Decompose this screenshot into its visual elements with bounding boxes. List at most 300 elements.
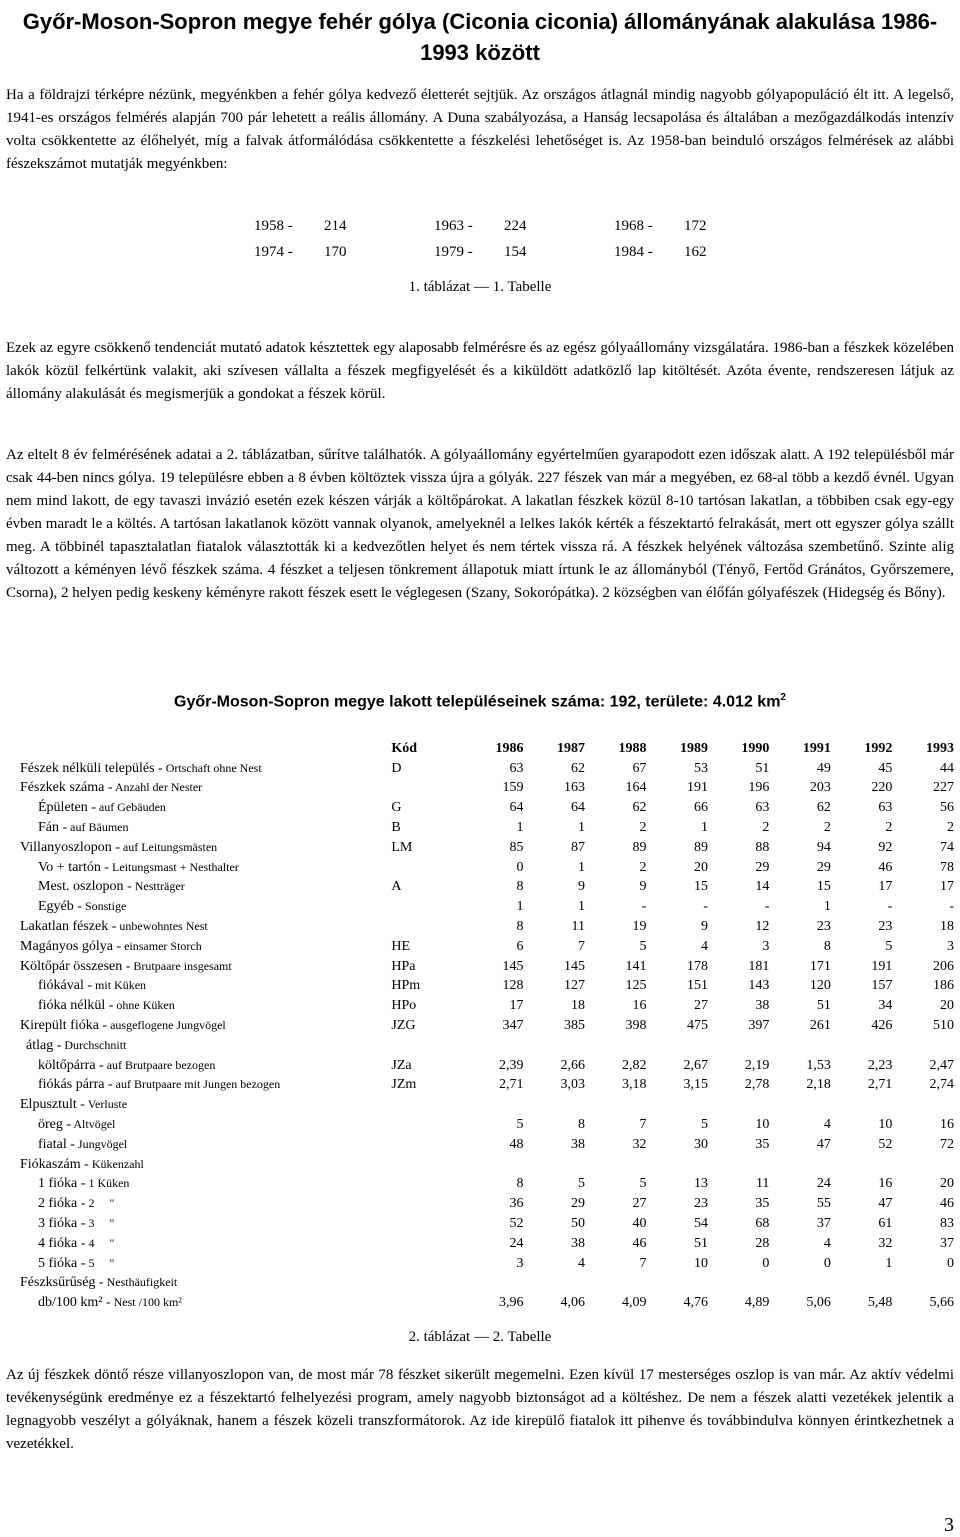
row-code: A bbox=[391, 879, 402, 895]
table-cell bbox=[646, 1274, 707, 1294]
table-cell: 0 bbox=[947, 1255, 954, 1271]
row-label bbox=[20, 977, 391, 997]
table-cell: 30 bbox=[693, 1136, 708, 1152]
row-label-hu: Villanyoszlopon - bbox=[20, 839, 120, 855]
document-page bbox=[6, 0, 954, 1452]
table-cell: 20 bbox=[940, 998, 954, 1014]
table-row bbox=[20, 1155, 954, 1175]
table-1-caption: 1. táblázat — 1. Tabelle bbox=[408, 279, 552, 295]
table-1-value: 172 bbox=[684, 218, 707, 234]
table-cell bbox=[831, 1274, 892, 1294]
table-cell: 5 bbox=[885, 938, 893, 954]
table-cell: 4 bbox=[823, 1117, 831, 1133]
row-label-de: Nest /100 km² bbox=[110, 1295, 182, 1310]
table-cell: 46 bbox=[940, 1196, 954, 1212]
table-cell: 18 bbox=[940, 919, 954, 935]
row-code bbox=[391, 1254, 462, 1274]
table-row bbox=[20, 1175, 954, 1195]
table-1-year: 1984 - bbox=[614, 244, 653, 260]
row-label-de: 3 " bbox=[85, 1216, 115, 1231]
table-cell: 4 bbox=[700, 938, 708, 954]
table-cell: 203 bbox=[809, 780, 831, 796]
table-cell bbox=[708, 1274, 769, 1294]
table-cell: 127 bbox=[563, 978, 585, 994]
table-cell: 44 bbox=[940, 760, 954, 776]
table-cell: 120 bbox=[809, 978, 831, 994]
row-code bbox=[391, 1036, 462, 1056]
table-cell: 0 bbox=[516, 859, 524, 875]
table-2-header-cell: Kód bbox=[391, 740, 418, 756]
table-cell: 4,89 bbox=[744, 1295, 770, 1311]
table-cell: 9 bbox=[639, 879, 647, 895]
table-row bbox=[20, 1076, 954, 1096]
table-cell: 220 bbox=[871, 780, 893, 796]
table-cell: 2 bbox=[762, 820, 770, 836]
row-label bbox=[20, 878, 391, 898]
row-code: JZm bbox=[391, 1077, 417, 1093]
table-cell: 2,47 bbox=[929, 1057, 954, 1073]
row-label bbox=[20, 798, 391, 818]
page-number: 3 bbox=[944, 1514, 954, 1536]
table-cell: 36 bbox=[509, 1196, 524, 1212]
table-1-value: 224 bbox=[504, 218, 527, 234]
table-cell: 5 bbox=[700, 1117, 708, 1133]
table-1-year: 1979 - bbox=[434, 244, 473, 260]
table-cell: 64 bbox=[509, 800, 524, 816]
row-label-de: Brutpaare insgesamt bbox=[130, 958, 232, 973]
row-label-de: auf Leitungsmästen bbox=[119, 839, 218, 854]
table-1-value: 214 bbox=[324, 218, 347, 234]
row-label-de: einsamer Storch bbox=[121, 938, 202, 953]
table-cell: 52 bbox=[509, 1216, 524, 1232]
table-1-year: 1968 - bbox=[614, 218, 653, 234]
table-cell: 24 bbox=[509, 1235, 524, 1251]
table-cell: 145 bbox=[502, 958, 524, 974]
table-cell: 171 bbox=[809, 958, 831, 974]
table-cell: 38 bbox=[570, 1136, 585, 1152]
table-cell: 4,76 bbox=[683, 1295, 708, 1311]
table-cell bbox=[769, 1274, 830, 1294]
table-row bbox=[20, 996, 954, 1016]
row-label bbox=[20, 1274, 391, 1294]
table-cell: 89 bbox=[693, 839, 708, 855]
table-row bbox=[20, 818, 954, 838]
table-2-header-blank bbox=[20, 739, 391, 759]
row-code bbox=[391, 1175, 462, 1195]
row-code bbox=[391, 779, 462, 799]
table-cell: 23 bbox=[693, 1196, 708, 1212]
table-cell: 94 bbox=[816, 839, 831, 855]
table-row bbox=[20, 937, 954, 957]
row-code: G bbox=[391, 800, 402, 816]
table-cell: 5 bbox=[516, 1117, 524, 1133]
table-cell: 191 bbox=[686, 780, 708, 796]
row-label bbox=[20, 1016, 391, 1036]
table-cell: 227 bbox=[933, 780, 954, 796]
nest-count-table-1 bbox=[6, 218, 954, 270]
table-cell: 2,39 bbox=[498, 1057, 524, 1073]
row-label bbox=[20, 1095, 391, 1115]
row-code: B bbox=[391, 820, 401, 836]
table-cell: 17 bbox=[509, 998, 524, 1014]
table-cell: 3,96 bbox=[498, 1295, 524, 1311]
table-cell: 164 bbox=[625, 780, 647, 796]
row-label-hu: Vo + tartón - bbox=[38, 859, 110, 875]
table-cell: 475 bbox=[686, 1018, 708, 1034]
table-cell: 8 bbox=[516, 1176, 524, 1192]
table-cell: 2,19 bbox=[744, 1057, 770, 1073]
table-cell: 51 bbox=[693, 1235, 708, 1251]
table-cell: 63 bbox=[509, 760, 524, 776]
table-cell: 2,82 bbox=[621, 1057, 647, 1073]
table-cell: 5 bbox=[577, 1176, 585, 1192]
table-cell: 141 bbox=[625, 958, 647, 974]
table-cell: 63 bbox=[755, 800, 770, 816]
table-row bbox=[20, 977, 954, 997]
table-cell: 34 bbox=[878, 998, 893, 1014]
table-cell: 4,06 bbox=[560, 1295, 585, 1311]
table-row bbox=[20, 1115, 954, 1135]
table-cell: 38 bbox=[570, 1235, 585, 1251]
table-cell: 23 bbox=[816, 919, 831, 935]
row-label-hu: Kirepült fióka - bbox=[20, 1018, 108, 1034]
table-cell: 78 bbox=[940, 859, 954, 875]
table-cell: 20 bbox=[940, 1176, 954, 1192]
row-code: LM bbox=[391, 839, 413, 855]
table-cell: 159 bbox=[502, 780, 524, 796]
table-cell: 9 bbox=[700, 919, 708, 935]
table-cell: 5 bbox=[639, 1176, 647, 1192]
row-label-hu: 1 fióka - bbox=[38, 1176, 86, 1192]
table-row bbox=[20, 798, 954, 818]
table-cell: 181 bbox=[748, 958, 770, 974]
table-cell: 19 bbox=[632, 919, 647, 935]
row-label-de: 2 " bbox=[85, 1196, 115, 1211]
table-cell: 206 bbox=[933, 958, 954, 974]
row-code bbox=[391, 1155, 462, 1175]
table-cell bbox=[831, 1155, 892, 1175]
table-cell: 3 bbox=[516, 1255, 524, 1271]
row-label-de: unbewohntes Nest bbox=[116, 919, 208, 934]
table-cell: 3,18 bbox=[621, 1077, 647, 1093]
table-cell: 35 bbox=[755, 1196, 770, 1212]
table-cell: - bbox=[641, 899, 647, 915]
table-cell: 2,74 bbox=[929, 1077, 954, 1093]
table-2-header-cell: 1990 bbox=[741, 740, 770, 756]
table-cell: 27 bbox=[632, 1196, 647, 1212]
table-cell: 2,78 bbox=[744, 1077, 770, 1093]
row-label bbox=[20, 759, 391, 779]
table-cell: 29 bbox=[755, 859, 770, 875]
row-label bbox=[20, 957, 391, 977]
table-cell: 157 bbox=[871, 978, 893, 994]
table-cell: 37 bbox=[940, 1235, 954, 1251]
row-label-de: Anzahl der Nester bbox=[112, 780, 203, 795]
table-cell: 0 bbox=[823, 1255, 831, 1271]
table-1-year: 1963 - bbox=[434, 218, 473, 234]
table-row bbox=[20, 1095, 954, 1115]
table-row bbox=[20, 1016, 954, 1036]
table-1-value: 154 bbox=[504, 244, 527, 260]
table-cell: 68 bbox=[755, 1216, 770, 1232]
table-row bbox=[20, 1056, 954, 1076]
table-cell bbox=[523, 1036, 584, 1056]
table-cell: 1,53 bbox=[806, 1057, 831, 1073]
table-2-header-cell: 1988 bbox=[618, 740, 647, 756]
intro-paragraph: Ha a földrajzi térképre nézünk, megyénkben a fehér gólya kedvező életterét sejtjük. Az országos átlagnál mindig nagyobb gólyapopuláció élt itt. A legelső, 1941-es országos felmérés alapján 700 pár lehetett a reális állomány. A Duna szabályozása, a Hanság lecsapolása és általában a mezőgazdálkodás intenzív volta csökkentette az élőhelyét, míg a falvak átformálódása csökkentette a fészkelési lehetőséget is. Az 1958-ban beinduló országos felmérések az alábbi fészekszámot mutatják megyénkben: bbox=[6, 87, 954, 172]
table-cell: 32 bbox=[632, 1136, 647, 1152]
table-cell: 1 bbox=[823, 899, 831, 915]
table-cell: 53 bbox=[693, 760, 708, 776]
table-cell: 1 bbox=[516, 820, 524, 836]
table-cell bbox=[585, 1095, 646, 1115]
row-label-de: Altvögel bbox=[71, 1117, 116, 1132]
table-2-caption: 2. táblázat — 2. Tabelle bbox=[408, 1329, 552, 1345]
table-cell: 37 bbox=[816, 1216, 831, 1232]
row-label-hu: Fészek nélküli település - bbox=[20, 760, 163, 776]
table-2-header-cell: 1989 bbox=[679, 740, 708, 756]
table-row bbox=[20, 1135, 954, 1155]
table-cell: 1 bbox=[700, 820, 708, 836]
table-cell: 85 bbox=[509, 839, 524, 855]
table-cell: 398 bbox=[625, 1018, 647, 1034]
table-cell: 5,66 bbox=[929, 1295, 954, 1311]
table-1-year: 1958 - bbox=[254, 218, 293, 234]
table-cell: 16 bbox=[940, 1117, 954, 1133]
table-cell: 18 bbox=[570, 998, 585, 1014]
table-cell: 3 bbox=[947, 938, 954, 954]
table-cell: 7 bbox=[577, 938, 585, 954]
table-cell: 62 bbox=[632, 800, 647, 816]
row-label bbox=[20, 818, 391, 838]
table-row bbox=[20, 917, 954, 937]
table-cell: - bbox=[764, 899, 770, 915]
row-label-hu: 3 fióka - bbox=[38, 1216, 86, 1232]
table-cell: 56 bbox=[940, 800, 954, 816]
table-cell: 35 bbox=[755, 1136, 770, 1152]
table-cell bbox=[585, 1036, 646, 1056]
table-cell: 11 bbox=[755, 1176, 770, 1192]
row-label bbox=[20, 779, 391, 799]
row-label-hu: Költőpár összesen - bbox=[20, 958, 131, 974]
row-label bbox=[20, 1056, 391, 1076]
table-cell bbox=[831, 1036, 892, 1056]
table-cell: 5,48 bbox=[867, 1295, 893, 1311]
row-label-de: mit Küken bbox=[92, 978, 147, 993]
table-cell: 15 bbox=[816, 879, 831, 895]
stork-data-table-2 bbox=[20, 739, 954, 1313]
table-cell: 3,15 bbox=[683, 1077, 708, 1093]
row-code bbox=[391, 1115, 462, 1135]
row-label-hu: Egyéb - bbox=[38, 899, 82, 915]
table-cell bbox=[831, 1095, 892, 1115]
table-cell: 7 bbox=[639, 1255, 647, 1271]
row-label bbox=[20, 1194, 391, 1214]
row-label bbox=[20, 1214, 391, 1234]
table-cell: 8 bbox=[516, 879, 524, 895]
row-code: HPa bbox=[391, 958, 416, 974]
row-label-de: Kükenzahl bbox=[88, 1156, 144, 1171]
table-cell: 10 bbox=[693, 1255, 708, 1271]
table-1-value: 170 bbox=[324, 244, 347, 260]
table-cell bbox=[892, 1155, 954, 1175]
row-label-de: auf Gebäuden bbox=[95, 800, 166, 815]
table-cell: 29 bbox=[570, 1196, 585, 1212]
row-label bbox=[20, 858, 391, 878]
table-2-header-cell: 1991 bbox=[802, 740, 831, 756]
table-cell: 20 bbox=[693, 859, 708, 875]
table-row bbox=[20, 838, 954, 858]
row-label-hu: Elpusztult - bbox=[20, 1097, 85, 1113]
table-cell: 1 bbox=[577, 820, 585, 836]
table-cell: 10 bbox=[878, 1117, 893, 1133]
table-cell bbox=[646, 1036, 707, 1056]
table-cell: 61 bbox=[878, 1216, 893, 1232]
row-label-de: Nesthäufigkeit bbox=[103, 1275, 178, 1290]
table-cell: 1 bbox=[577, 899, 585, 915]
table-cell: 64 bbox=[570, 800, 585, 816]
row-label-hu: fiókával - bbox=[38, 978, 93, 994]
table-cell bbox=[646, 1095, 707, 1115]
table-cell: 28 bbox=[755, 1235, 770, 1251]
table-cell: 49 bbox=[816, 760, 831, 776]
table-cell: 2 bbox=[947, 820, 954, 836]
row-label-hu: 2 fióka - bbox=[38, 1196, 86, 1212]
table-row bbox=[20, 1254, 954, 1274]
row-label-hu: Lakatlan fészek - bbox=[20, 919, 117, 935]
row-code bbox=[391, 897, 462, 917]
table-cell: 87 bbox=[570, 839, 585, 855]
row-code: JZa bbox=[391, 1057, 412, 1073]
table-row bbox=[20, 1293, 954, 1313]
row-label-hu: db/100 km² - bbox=[38, 1295, 111, 1311]
table-cell: 9 bbox=[577, 879, 585, 895]
table-cell: 2 bbox=[823, 820, 831, 836]
table-cell: 1 bbox=[516, 899, 524, 915]
table-cell bbox=[708, 1155, 769, 1175]
row-label-hu: Fészksűrűség - bbox=[20, 1275, 104, 1291]
table-1-value: 162 bbox=[684, 244, 707, 260]
table-cell: 4,09 bbox=[621, 1295, 647, 1311]
table-cell: 2,66 bbox=[560, 1057, 585, 1073]
table-cell: 29 bbox=[816, 859, 831, 875]
table-cell: 24 bbox=[816, 1176, 831, 1192]
table-2-heading: Győr-Moson-Sopron megye lakott településeinek száma: 192, területe: 4.012 $km^2$ bbox=[174, 692, 786, 711]
table-cell: 17 bbox=[940, 879, 954, 895]
table-cell: 2 bbox=[639, 859, 647, 875]
row-label bbox=[20, 1293, 391, 1313]
table-cell: 15 bbox=[693, 879, 708, 895]
table-cell: 5,06 bbox=[806, 1295, 831, 1311]
row-label-de: ohne Küken bbox=[113, 998, 175, 1013]
table-cell: 17 bbox=[878, 879, 893, 895]
table-cell: 2,71 bbox=[867, 1077, 893, 1093]
table-cell bbox=[892, 1095, 954, 1115]
table-cell: 151 bbox=[686, 978, 708, 994]
table-cell: 51 bbox=[755, 760, 770, 776]
row-label-de: Durchschnitt bbox=[61, 1037, 127, 1052]
row-label-hu: költőpárra - bbox=[38, 1057, 104, 1073]
table-cell: 8 bbox=[823, 938, 831, 954]
row-label bbox=[20, 1254, 391, 1274]
row-label-hu: átlag - bbox=[26, 1037, 62, 1053]
table-cell: 16 bbox=[632, 998, 647, 1014]
table-cell: 23 bbox=[878, 919, 893, 935]
row-label-de: Ortschaft ohne Nest bbox=[162, 760, 262, 775]
table-cell: 83 bbox=[940, 1216, 954, 1232]
table-cell: 46 bbox=[878, 859, 893, 875]
table-cell: 50 bbox=[570, 1216, 585, 1232]
row-label-hu: Magányos gólya - bbox=[20, 938, 122, 954]
row-label bbox=[20, 1115, 391, 1135]
table-cell: 16 bbox=[878, 1176, 893, 1192]
table-row bbox=[20, 878, 954, 898]
row-code: HPo bbox=[391, 998, 417, 1014]
table-cell bbox=[646, 1155, 707, 1175]
table-cell: 1 bbox=[577, 859, 585, 875]
row-label-de: auf Brutpaare bezogen bbox=[103, 1057, 216, 1072]
table-cell bbox=[769, 1155, 830, 1175]
table-cell: 38 bbox=[755, 998, 770, 1014]
table-cell: 163 bbox=[563, 780, 585, 796]
table-cell: 62 bbox=[816, 800, 831, 816]
row-label bbox=[20, 1036, 391, 1056]
table-cell: 2,18 bbox=[806, 1077, 831, 1093]
table-cell: 397 bbox=[748, 1018, 770, 1034]
table-cell bbox=[462, 1155, 523, 1175]
table-cell: 13 bbox=[693, 1176, 708, 1192]
table-cell: - bbox=[949, 899, 954, 915]
table-row bbox=[20, 1274, 954, 1294]
row-label-hu: Fán - bbox=[38, 820, 68, 836]
table-cell: 7 bbox=[639, 1117, 647, 1133]
table-cell bbox=[462, 1095, 523, 1115]
table-cell: 5 bbox=[639, 938, 647, 954]
table-cell bbox=[523, 1155, 584, 1175]
row-label-hu: Fiókaszám - bbox=[20, 1156, 89, 1172]
table-cell: 128 bbox=[502, 978, 524, 994]
table-cell: 0 bbox=[762, 1255, 770, 1271]
row-code: HPm bbox=[391, 978, 421, 994]
table-row bbox=[20, 779, 954, 799]
row-label-de: Jungvögel bbox=[74, 1136, 128, 1151]
row-label-de: auf Bäumen bbox=[67, 820, 129, 835]
row-label-de: auf Brutpaare mit Jungen bezogen bbox=[112, 1077, 281, 1092]
table-cell bbox=[708, 1095, 769, 1115]
table-cell: 27 bbox=[693, 998, 708, 1014]
table-cell: 145 bbox=[563, 958, 585, 974]
table-2-header-cell: 1987 bbox=[556, 740, 585, 756]
table-cell: 3,03 bbox=[560, 1077, 585, 1093]
row-code bbox=[391, 1214, 462, 1234]
table-row bbox=[20, 957, 954, 977]
table-cell: 67 bbox=[632, 760, 647, 776]
table-cell: 66 bbox=[693, 800, 708, 816]
table-cell: 62 bbox=[570, 760, 585, 776]
table-cell: 14 bbox=[755, 879, 770, 895]
row-code bbox=[391, 1194, 462, 1214]
row-label-hu: fióka nélkül - bbox=[38, 998, 114, 1014]
table-cell: 10 bbox=[755, 1117, 770, 1133]
row-code bbox=[391, 1234, 462, 1254]
table-cell: 92 bbox=[878, 839, 893, 855]
table-1-year: 1974 - bbox=[254, 244, 293, 260]
row-code: JZG bbox=[391, 1018, 416, 1034]
row-label-de: ausgeflogene Jungvögel bbox=[107, 1018, 226, 1033]
table-cell: 89 bbox=[632, 839, 647, 855]
table-row bbox=[20, 858, 954, 878]
row-code: D bbox=[391, 760, 402, 776]
